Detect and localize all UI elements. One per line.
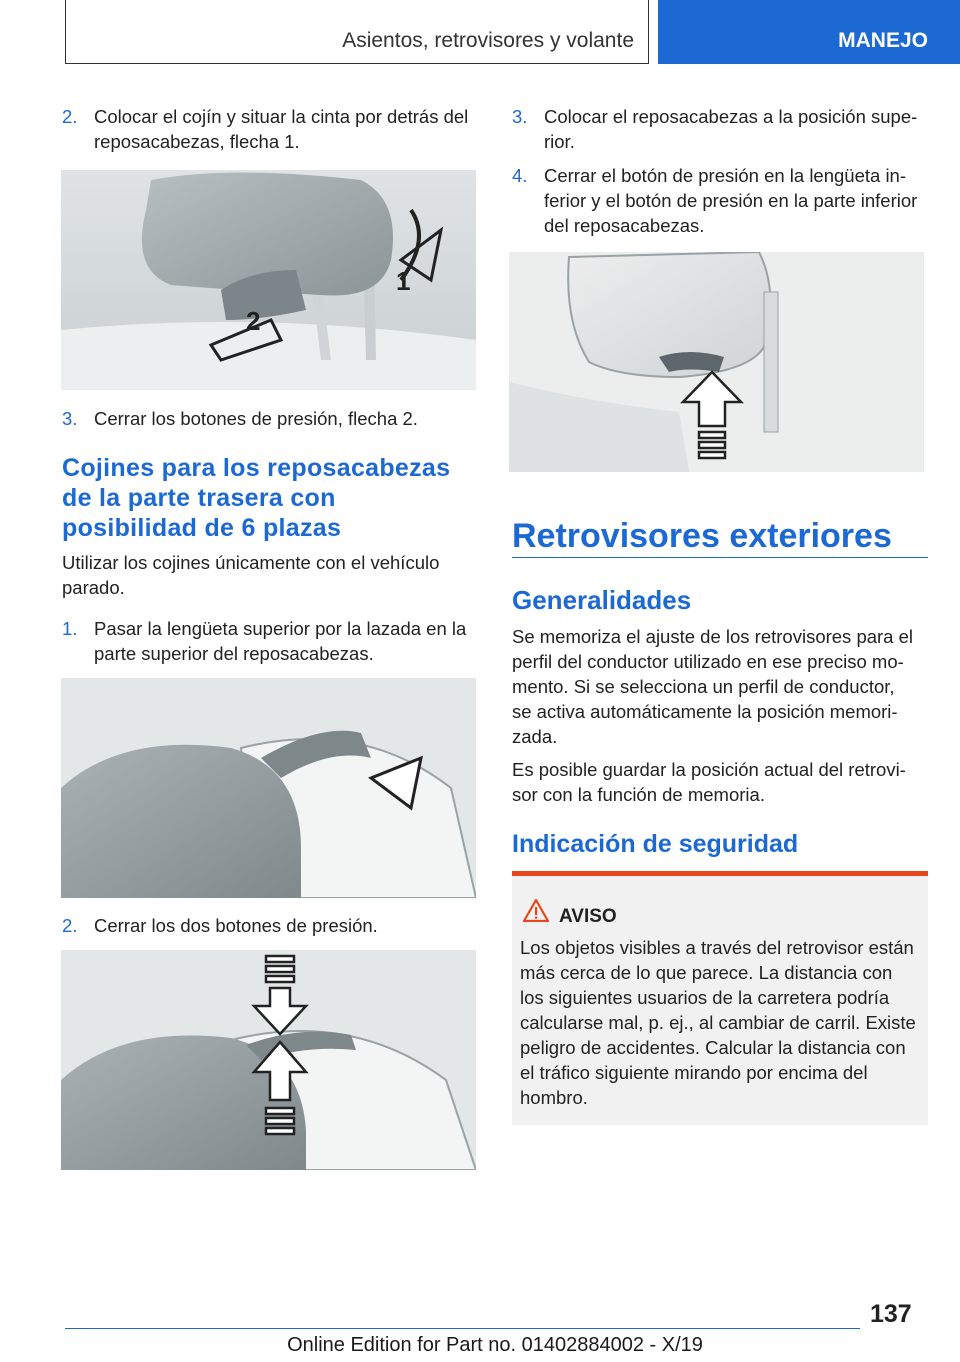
section-title-exterior-mirrors: Retrovisores exteriores (512, 517, 892, 555)
figure-tongue-loop (61, 678, 476, 898)
warning-line: el tráfico siguiente mirando por encima del (520, 1062, 868, 1083)
page-number: 137 (870, 1300, 912, 1328)
header-section-title: Asientos, retrovisores y volante (65, 0, 649, 64)
paragraph-line1: Utilizar los cojines únicamente con el vehículo (62, 552, 440, 573)
subsection-generalities: Generalidades (512, 585, 692, 615)
warning-text (520, 935, 924, 1110)
step-2-close-two-buttons (62, 913, 482, 938)
footer-edition-text: Online Edition for Part no. 01402884002 - X/19 (287, 1334, 703, 1356)
paragraph-line: Se memoriza el ajuste de los retrovisores para el (512, 626, 914, 647)
warning-line: los siguientes usuarios de la carretera podría (520, 987, 890, 1008)
step-text-line1: Colocar el cojín y situar la cinta por detrás del (94, 106, 469, 127)
warning-line: peligro de accidentes. Calcular la distancia con (520, 1037, 906, 1058)
paragraph-line: se activa automáticamente la posición memori- (512, 701, 898, 722)
step-number: 3. (512, 106, 528, 127)
step-number: 1. (62, 618, 78, 639)
paragraph-line: zada. (512, 726, 558, 747)
paragraph-memory-profile (512, 624, 932, 749)
step-text-line1: Cerrar el botón de presión en la lengüeta in- (544, 165, 907, 186)
subsection-safety-note: Indicación de seguridad (512, 830, 799, 858)
step-3-raise-headrest (512, 104, 932, 154)
warning-triangle-icon (523, 899, 549, 927)
step-text-line2: ferior y el botón de presión en la parte inferior (544, 190, 918, 211)
footer-divider (65, 1328, 860, 1329)
arrow-label-1: 1 (396, 266, 411, 296)
step-text-line1: Pasar la lengüeta superior por la lazada en la (94, 618, 467, 639)
paragraph-line2: parado. (62, 577, 125, 598)
paragraph-line: mento. Si se selecciona un perfil de conductor, (512, 676, 895, 697)
step-number: 3. (62, 408, 78, 429)
step-text-line3: del reposacabezas. (544, 215, 705, 236)
warning-box (512, 871, 928, 1125)
step-text: Cerrar los dos botones de presión. (94, 915, 378, 936)
warning-title: AVISO (559, 906, 617, 927)
step-text: Cerrar los botones de presión, flecha 2. (94, 408, 418, 429)
heading-line1: Cojines para los reposacabezas (62, 454, 451, 482)
step-1-pass-tongue (62, 616, 482, 666)
paragraph-line: sor con la función de memoria. (512, 784, 765, 805)
figure-two-snaps (61, 950, 476, 1170)
step-number: 4. (512, 165, 528, 186)
arrow-label-2: 2 (246, 306, 261, 336)
paragraph-line: Es posible guardar la posición actual del retrovi- (512, 759, 906, 780)
heading-line3: posibilidad de 6 plazas (62, 514, 342, 542)
warning-line: Los objetos visibles a través del retrovisor están (520, 937, 914, 958)
header-chapter-tab[interactable]: MANEJO (658, 0, 960, 64)
step-4-close-lower-button (512, 163, 932, 238)
heading-rear-cushions (62, 453, 482, 543)
figure-lower-snap (509, 252, 924, 472)
warning-line: hombro. (520, 1087, 588, 1108)
heading-line2: de la parte trasera con (62, 484, 336, 512)
figure-cushion-strap (61, 170, 476, 390)
step-text-line2: parte superior del reposacabezas. (94, 643, 374, 664)
step-number: 2. (62, 915, 78, 936)
paragraph-save-position (512, 757, 932, 807)
paragraph-line: perfil del conductor utilizado en ese preciso mo- (512, 651, 904, 672)
step-text-line2: rior. (544, 131, 575, 152)
warning-line: calcularse mal, p. ej., al cambiar de carril. Existe (520, 1012, 916, 1033)
step-2-place-cushion (62, 104, 482, 154)
paragraph-use-parked (62, 550, 482, 600)
step-number: 2. (62, 106, 78, 127)
warning-line: más cerca de lo que parece. La distancia con (520, 962, 893, 983)
step-text-line2: reposacabezas, flecha 1. (94, 131, 300, 152)
step-3-close-buttons (62, 406, 482, 431)
step-text-line1: Colocar el reposacabezas a la posición supe- (544, 106, 918, 127)
section-title-underline (512, 557, 928, 558)
